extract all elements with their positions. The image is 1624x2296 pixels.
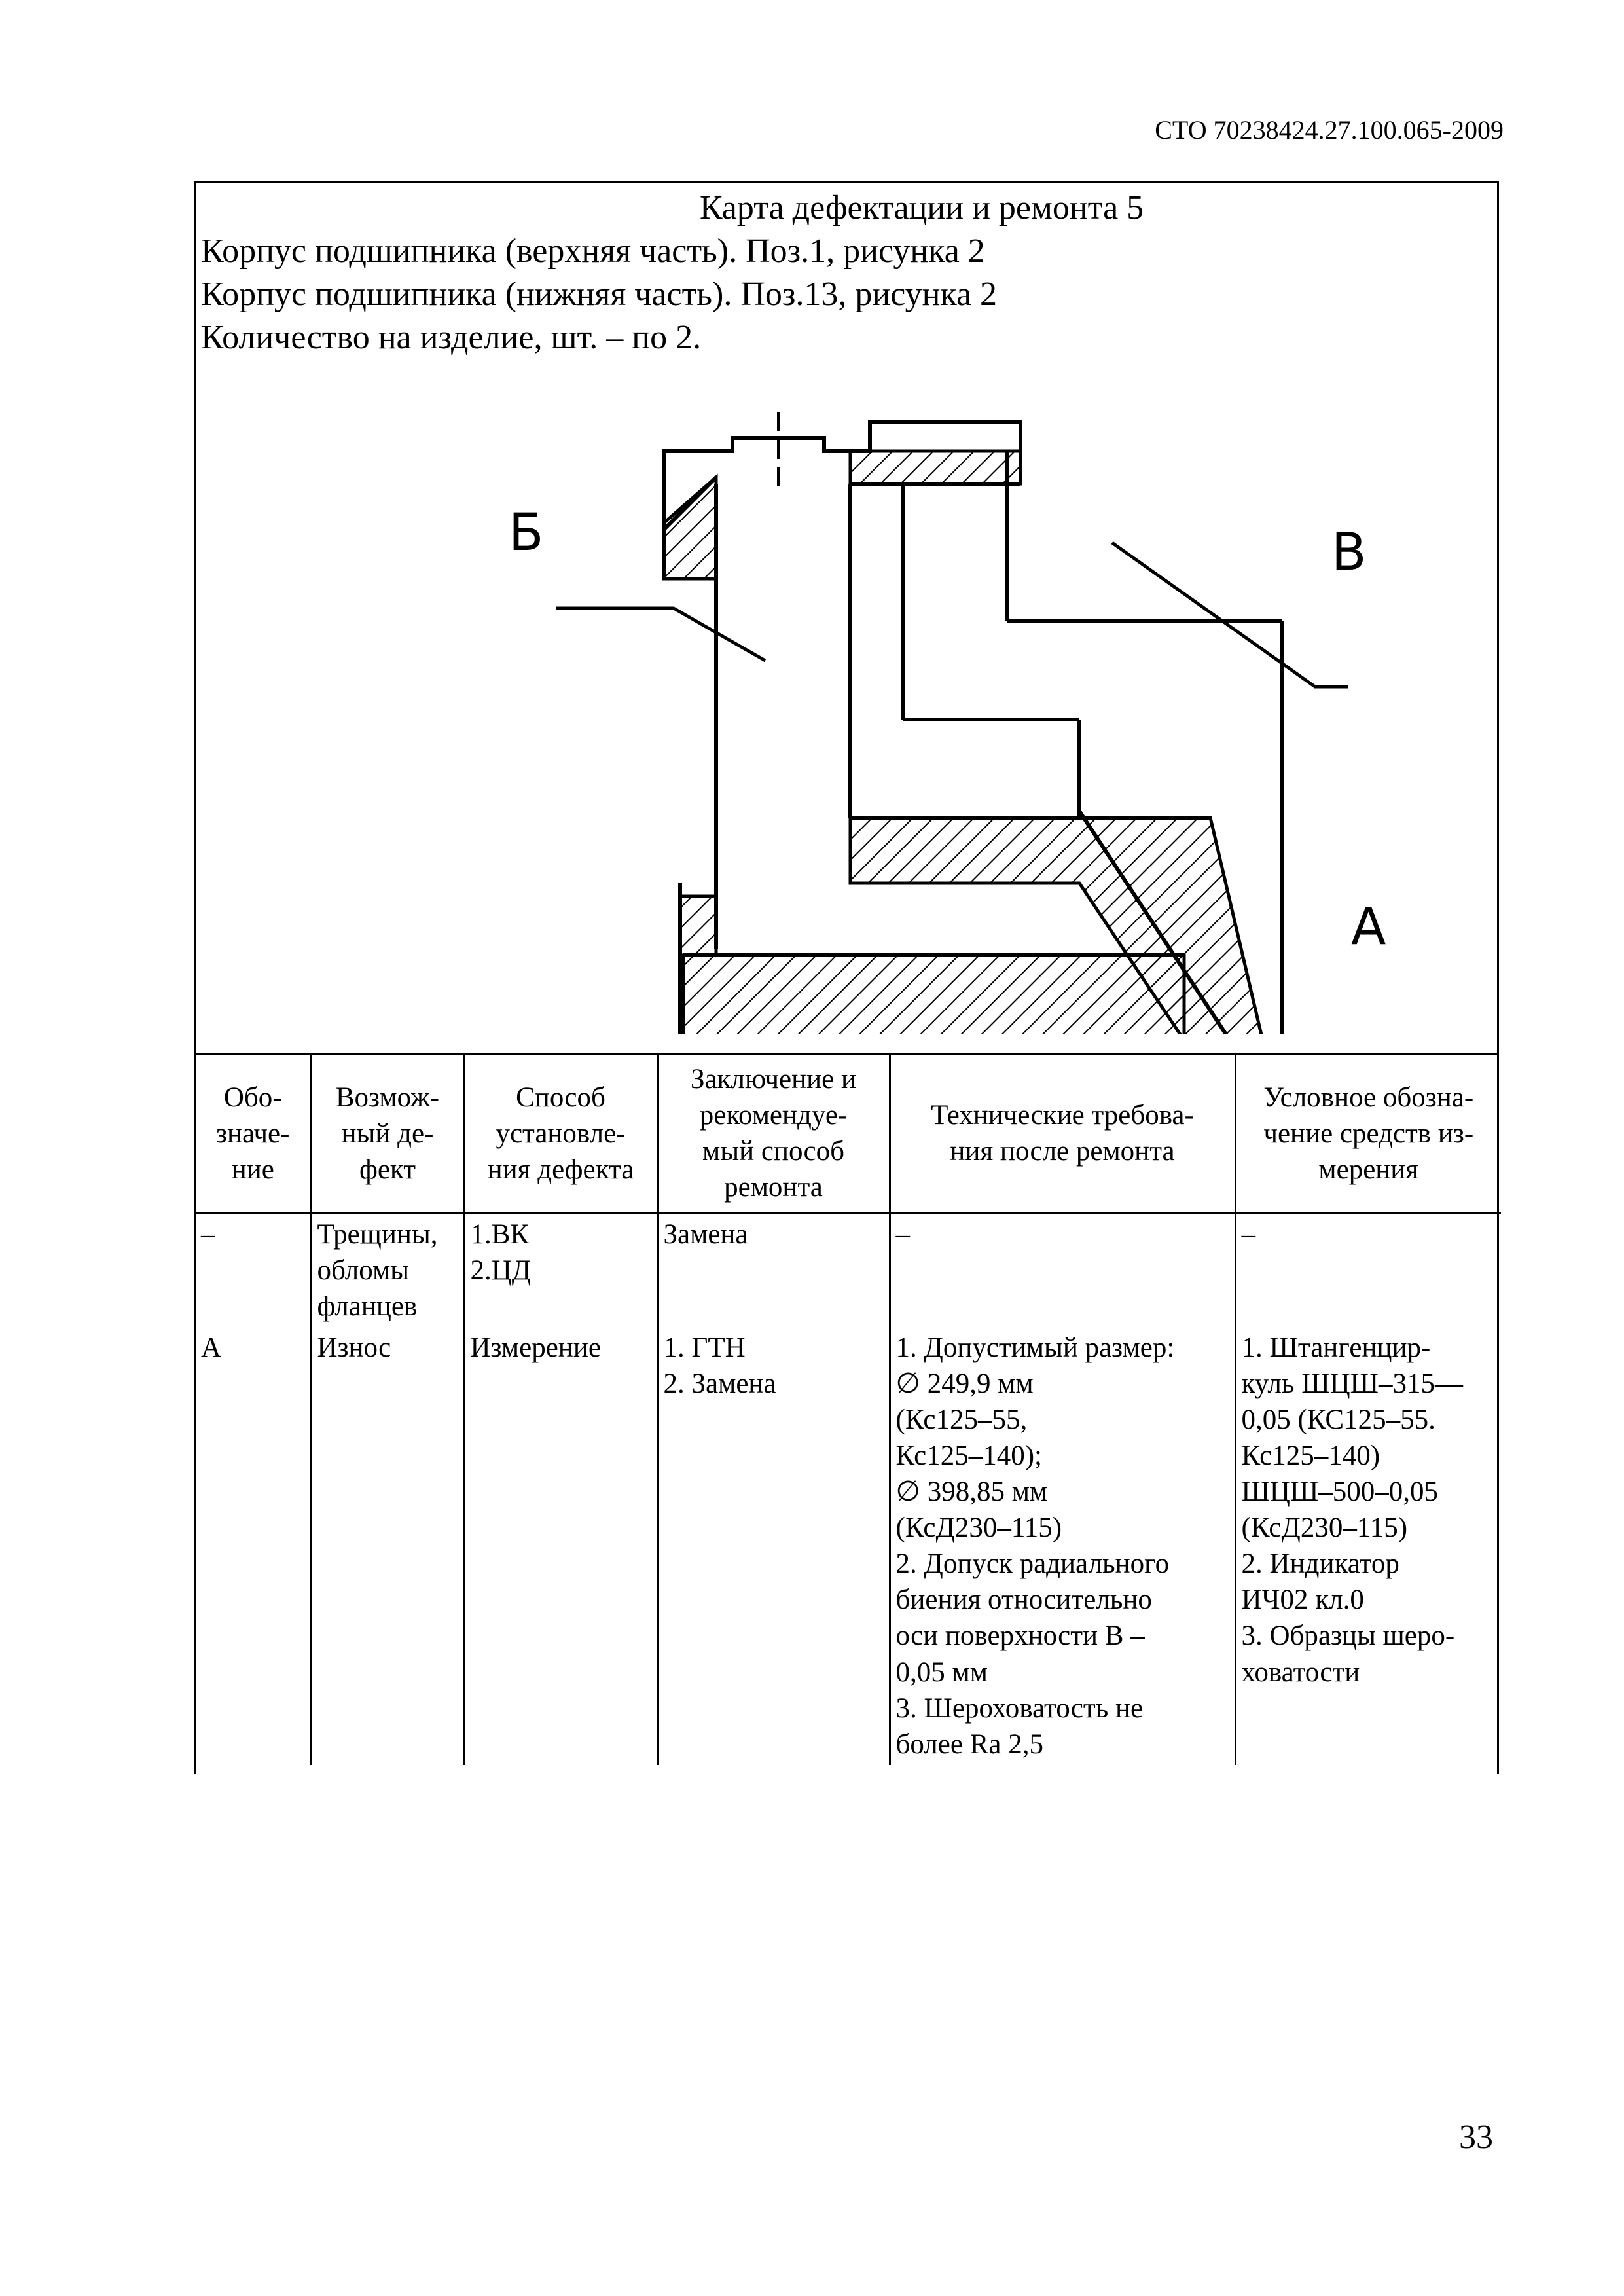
col-header-instruments: Условное обозна- чение средств из- мерения bbox=[1235, 1055, 1501, 1213]
col-header-requirements: Технические требова- ния после ремонта bbox=[890, 1055, 1235, 1213]
cell-method: Измерение bbox=[464, 1327, 657, 1764]
card-line-quantity: Количество на изделие, шт. – по 2. bbox=[201, 319, 702, 356]
card-line-upper-part: Корпус подшипника (верхняя часть). Поз.1, рисунка 2 bbox=[201, 232, 985, 270]
label-a: А bbox=[1351, 898, 1386, 957]
col-header-conclusion: Заключение и рекомендуе- мый способ ремонта bbox=[657, 1055, 890, 1213]
cell-requirements: 1. Допустимый размер: ∅ 249,9 мм (Кс125–55, Кс125–140); ∅ 398,85 мм (КсД230–115) 2. Допуск радиального биения относительно оси поверхности В – 0,05 мм 3. Шероховатость не более Ra 2,5 bbox=[890, 1327, 1235, 1764]
cell-defect: Трещины, обломы фланцев bbox=[311, 1213, 464, 1328]
cell-method: 1.ВК 2.ЦД bbox=[464, 1213, 657, 1328]
table-header-row bbox=[196, 1055, 1501, 1213]
table-row bbox=[196, 1327, 1501, 1764]
cell-instruments: 1. Штангенцир- куль ШЦШ–315— 0,05 (КС125–55. Кс125–140) ШЦШ–500–0,05 (КсД230–115) 2. Индикатор ИЧ02 кл.0 3. Образцы шеро- ховатости bbox=[1241, 1332, 1464, 1688]
col-header-method: Способ установле- ния дефекта bbox=[464, 1055, 657, 1213]
cell-conclusion: Замена bbox=[657, 1213, 890, 1328]
section-hatching bbox=[664, 451, 1263, 1034]
col-header-defect: Возмож- ный де- фект bbox=[311, 1055, 464, 1213]
cell-conclusion: 1. ГТН 2. Замена bbox=[657, 1327, 890, 1764]
label-v: В bbox=[1331, 523, 1367, 582]
defect-table bbox=[196, 1055, 1501, 1765]
cell-instruments: – bbox=[1241, 1219, 1255, 1250]
cell-designation: А bbox=[196, 1327, 311, 1764]
card-line-lower-part: Корпус подшипника (нижняя часть). Поз.13, рисунка 2 bbox=[201, 276, 998, 313]
defect-card-frame bbox=[194, 181, 1499, 1774]
card-title: Карта дефектации и ремонта 5 bbox=[699, 189, 1144, 227]
document-code: СТО 70238424.27.100.065-2009 bbox=[1155, 115, 1504, 145]
cell-designation: – bbox=[196, 1213, 311, 1328]
page-number: 33 bbox=[1459, 2119, 1493, 2156]
table-row bbox=[196, 1213, 1501, 1328]
cell-requirements: – bbox=[890, 1213, 1235, 1328]
card-header bbox=[196, 183, 1497, 1055]
label-b: Б bbox=[509, 503, 544, 562]
bearing-housing-drawing bbox=[503, 412, 1433, 1034]
col-header-designation: Обо- значе- ние bbox=[196, 1055, 311, 1213]
cell-defect: Износ bbox=[311, 1327, 464, 1764]
